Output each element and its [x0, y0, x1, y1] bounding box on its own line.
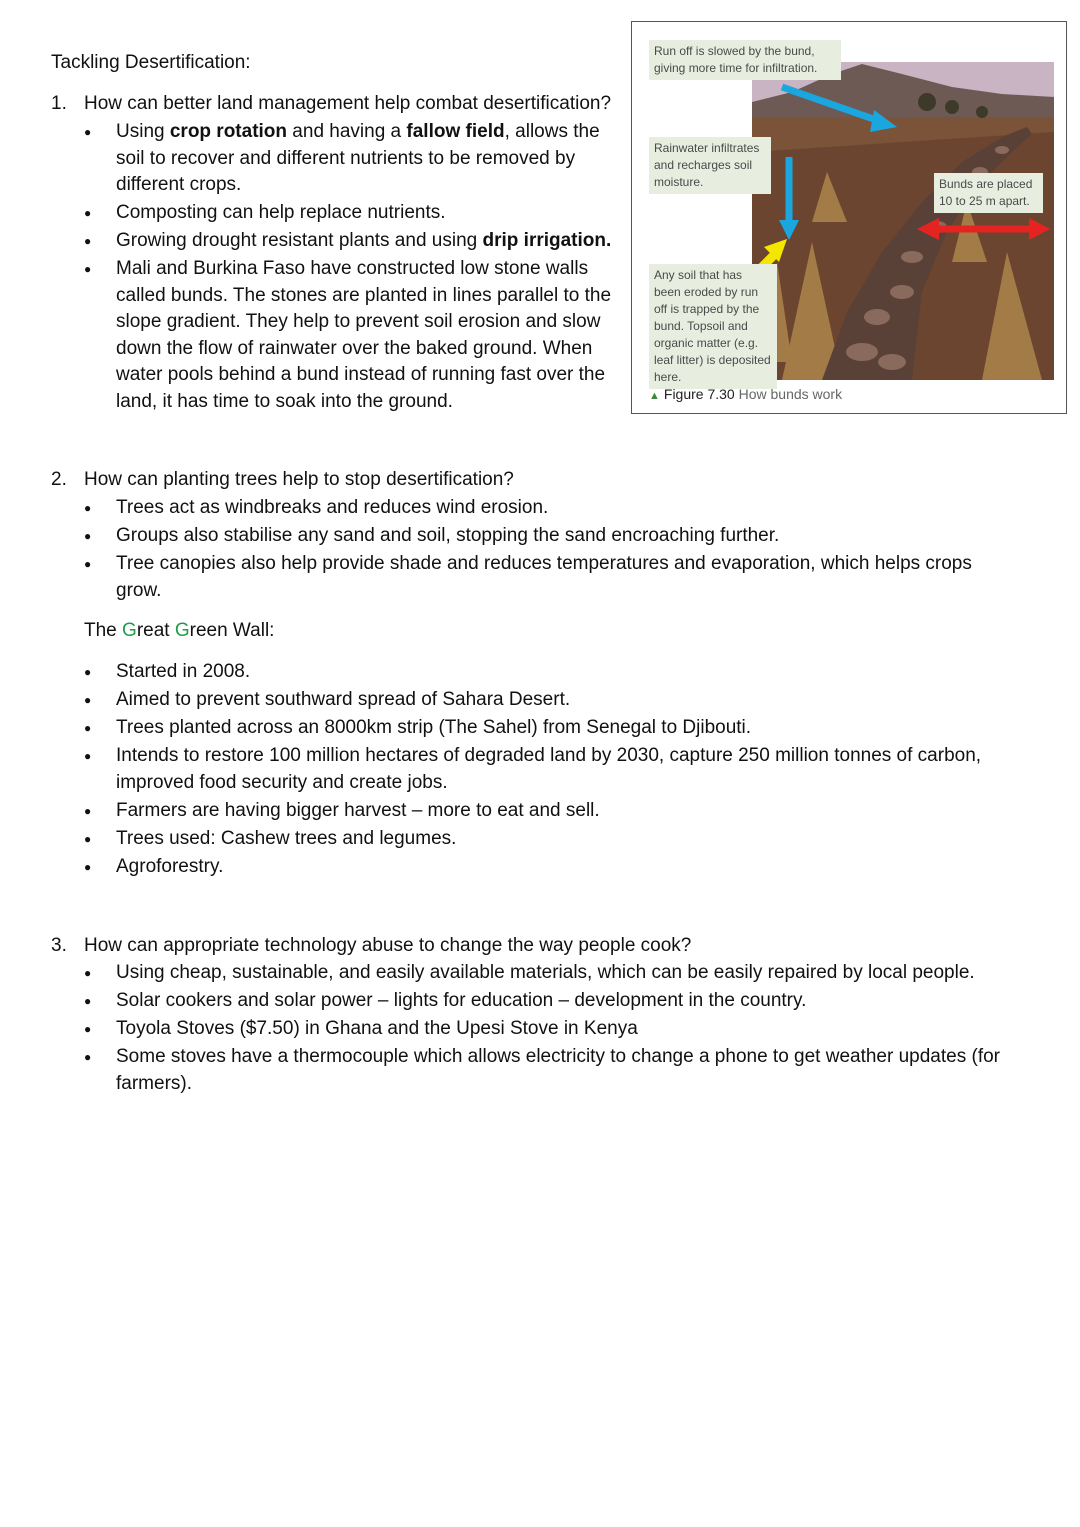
question-number-3: 3.	[51, 935, 67, 956]
section-1-bullets	[84, 119, 624, 417]
question-number-1: 1.	[51, 93, 67, 114]
list-item: ● Groups also stabilise any sand and soil, stopping the sand encroaching further.	[84, 523, 1014, 550]
bunds-photo	[752, 62, 1054, 380]
list-item: ● Using cheap, sustainable, and easily available materials, which can be easily repaired by local people.	[84, 960, 1014, 987]
runoff-label: Run off is slowed by the bund, giving more time for infiltration.	[649, 40, 841, 80]
great-green-wall-heading: The Great Green Wall:	[84, 620, 275, 641]
list-item: ● Using crop rotation and having a fallow field, allows the soil to recover and different nutrients to be removed by different crops.	[84, 119, 624, 199]
infiltration-label: Rainwater infiltrates and recharges soil moisture.	[649, 137, 771, 194]
caption-arrow-icon: ▲	[649, 390, 660, 402]
question-2: How can planting trees help to stop desertification?	[84, 469, 514, 490]
list-item: ● Some stoves have a thermocouple which allows electricity to change a phone to get weather updates (for farmers).	[84, 1044, 1014, 1097]
crop-rotation-term: crop rotation	[169, 121, 288, 142]
list-item: ● Tree canopies also help provide shade and reduces temperatures and evaporation, which helps crops grow.	[84, 551, 1014, 604]
list-item: ● Farmers are having bigger harvest – more to eat and sell.	[84, 798, 1014, 825]
section-2-bullets	[84, 495, 1014, 606]
page-title: Tackling Desertification:	[51, 52, 251, 73]
list-item: ● Trees planted across an 8000km strip (The Sahel) from Senegal to Djibouti.	[84, 715, 1014, 742]
eroded-soil-label: Any soil that has been eroded by run off is trapped by the bund. Topsoil and organic matter (e.g. leaf litter) is deposited here.	[649, 264, 777, 389]
list-item: ● Trees used: Cashew trees and legumes.	[84, 826, 1014, 853]
bunds-figure	[631, 21, 1067, 414]
list-item: ● Started in 2008.	[84, 659, 1014, 686]
list-item: ● Intends to restore 100 million hectares of degraded land by 2030, capture 250 million tonnes of carbon, improved food security and create jobs.	[84, 743, 1014, 796]
list-item: ● Mali and Burkina Faso have constructed low stone walls called bunds. The stones are planted in lines parallel to the slope gradient. They help to prevent soil erosion and slow down the flow of rainwater over the baked ground. When water pools behind a bund instead of running fast over the land, it has time to soak into the ground.	[84, 256, 624, 415]
question-number-2: 2.	[51, 469, 67, 490]
list-item: ● Growing drought resistant plants and using drip irrigation.	[84, 228, 624, 255]
question-1: How can better land management help combat desertification?	[84, 93, 612, 114]
figure-caption	[649, 386, 842, 402]
list-item: ● Agroforestry.	[84, 854, 1014, 881]
fallow-field-term: fallow field	[406, 121, 505, 142]
list-item: ● Toyola Stoves ($7.50) in Ghana and the Upesi Stove in Kenya	[84, 1016, 1014, 1043]
drip-irrigation-term: drip irrigation.	[482, 230, 612, 251]
figure-number: Figure 7.30	[663, 386, 735, 402]
section-3-bullets	[84, 960, 1014, 1099]
question-3: How can appropriate technology abuse to change the way people cook?	[84, 935, 692, 956]
figure-caption-text: How bunds work	[738, 386, 843, 402]
list-item: ● Solar cookers and solar power – lights for education – development in the country.	[84, 988, 1014, 1015]
bunds-spacing-label: Bunds are placed 10 to 25 m apart.	[934, 173, 1043, 213]
great-green-wall-bullets	[84, 659, 1014, 882]
list-item: ● Trees act as windbreaks and reduces wind erosion.	[84, 495, 1014, 522]
list-item: ● Aimed to prevent southward spread of Sahara Desert.	[84, 687, 1014, 714]
list-item: ● Composting can help replace nutrients.	[84, 200, 624, 227]
